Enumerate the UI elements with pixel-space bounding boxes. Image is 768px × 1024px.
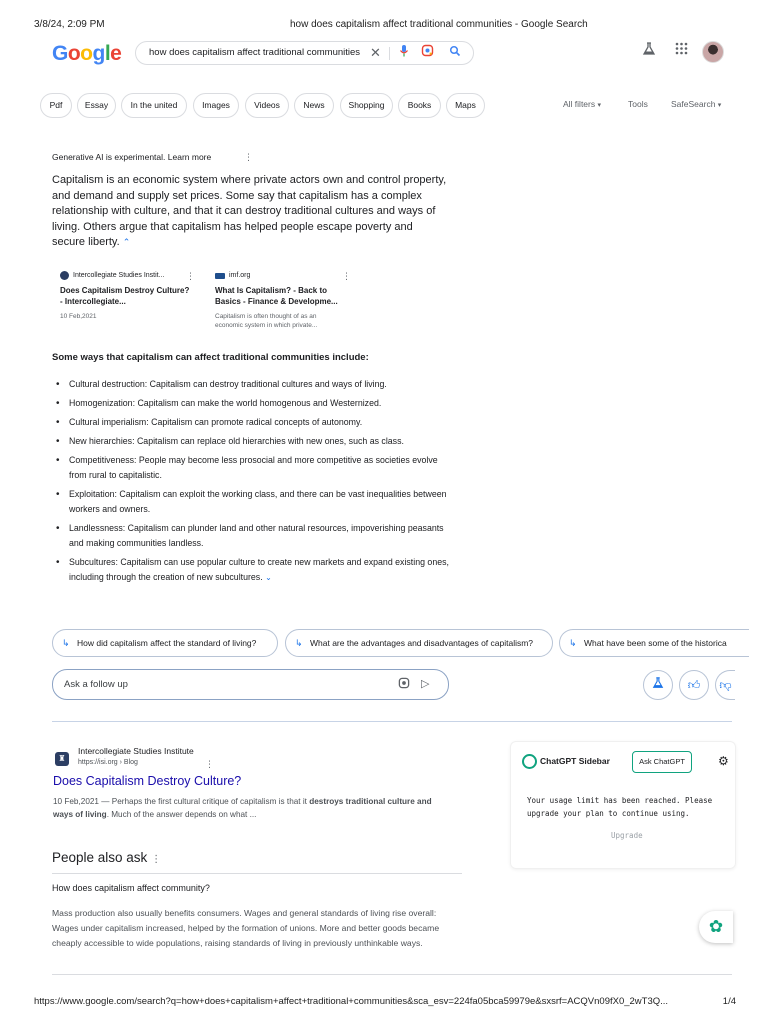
chip-maps[interactable]: Maps bbox=[446, 93, 485, 118]
print-url: https://www.google.com/search?q=how+does+capitalism+affect+traditional+communities&sca_esv=224fa05bca59979e&sxsrf=ACQVn09fX0_2wT3Q... bbox=[34, 996, 669, 1007]
snippet-date: 10 Feb,2021 — bbox=[53, 797, 110, 806]
print-page-number: 1/4 bbox=[722, 996, 736, 1007]
source-title: Does Capitalism Destroy Culture? - Intercollegiate... bbox=[60, 286, 190, 306]
thumbs-up-icon: 👍︎ bbox=[687, 678, 701, 692]
ai-overview-divider bbox=[52, 721, 732, 722]
followup-label: How did capitalism affect the standard of living? bbox=[77, 638, 257, 648]
search-divider bbox=[389, 47, 390, 60]
ask-chatgpt-button[interactable]: Ask ChatGPT bbox=[632, 751, 692, 773]
google-logo[interactable] bbox=[52, 42, 121, 66]
send-icon[interactable]: ▷ bbox=[421, 678, 430, 690]
logo-letter: l bbox=[104, 42, 111, 65]
isi-favicon-icon bbox=[60, 271, 69, 280]
divider bbox=[52, 974, 732, 975]
imf-favicon-icon bbox=[215, 273, 225, 279]
chip-in-the-united[interactable]: In the united bbox=[121, 93, 187, 118]
list-item bbox=[52, 555, 452, 585]
more-options-icon[interactable]: ⋮ bbox=[342, 271, 351, 281]
result-breadcrumb[interactable]: https://isi.org › Blog bbox=[78, 759, 138, 766]
logo-letter: g bbox=[92, 42, 105, 65]
safesearch-label: SafeSearch bbox=[671, 99, 716, 109]
divider bbox=[52, 873, 462, 874]
ways-heading: Some ways that capitalism can affect traditional communities include: bbox=[52, 352, 369, 363]
search-query[interactable]: how does capitalism affect traditional communities bbox=[149, 47, 361, 58]
thumbs-up-button[interactable] bbox=[679, 670, 709, 700]
isi-favicon-icon: ♜ bbox=[55, 752, 69, 766]
ask-followup-input[interactable] bbox=[52, 669, 449, 700]
list-item: • New hierarchies: Capitalism can replace old hierarchies with new ones, such as class. bbox=[52, 434, 452, 449]
snippet-bold: destroys traditional culture and ways of living bbox=[53, 797, 432, 819]
logo-letter: o bbox=[80, 42, 93, 65]
gear-icon[interactable]: ⚙ bbox=[718, 754, 729, 768]
people-also-ask-heading bbox=[52, 850, 161, 865]
search-icon[interactable] bbox=[449, 44, 461, 62]
chip-videos[interactable]: Videos bbox=[245, 93, 289, 118]
ai-notice-bold: Generative AI is experimental. bbox=[52, 152, 166, 162]
arrow-icon: ↳ bbox=[569, 638, 577, 648]
chip-essay[interactable]: Essay bbox=[77, 93, 116, 118]
mic-icon[interactable] bbox=[399, 44, 409, 63]
safesearch-button[interactable] bbox=[671, 99, 721, 109]
chatgpt-float-button[interactable] bbox=[699, 911, 733, 943]
paa-answer: Mass production also usually benefits consumers. Wages and general standards of living rise overall: Wages under capitalism increased, helped by the formation of unions. More and better goods became cheaply accessible to wide populations, raising standards of living in previously unthinkable ways. bbox=[52, 908, 440, 948]
chevron-down-icon: ▾ bbox=[597, 102, 602, 109]
labs-button[interactable] bbox=[643, 670, 673, 700]
ask-followup-placeholder: Ask a follow up bbox=[64, 679, 128, 690]
result-site-name[interactable]: Intercollegiate Studies Institute bbox=[78, 746, 194, 756]
avatar[interactable] bbox=[702, 41, 724, 63]
more-options-icon[interactable]: ⋮ bbox=[151, 854, 162, 865]
more-options-icon[interactable]: ⋮ bbox=[186, 271, 195, 281]
expand-icon[interactable]: ⌄ bbox=[265, 573, 272, 582]
learn-more-link[interactable]: Learn more bbox=[167, 152, 212, 162]
logo-letter: o bbox=[67, 42, 81, 65]
followup-chip-2[interactable] bbox=[285, 629, 553, 657]
logo-letter: e bbox=[110, 42, 122, 65]
chip-news[interactable]: News bbox=[294, 93, 334, 118]
chip-images[interactable]: Images bbox=[193, 93, 239, 118]
openai-logo-icon bbox=[522, 754, 537, 769]
list-item: • Landlessness: Capitalism can plunder land and other natural resources, impoverishing peasants and making communities landless. bbox=[52, 521, 452, 551]
followup-label: What have been some of the historica bbox=[584, 638, 727, 648]
ways-list bbox=[52, 377, 452, 589]
ai-summary bbox=[52, 173, 447, 251]
usage-limit-message: Your usage limit has been reached. Please upgrade your plan to continue using. bbox=[527, 796, 713, 818]
logo-letter: G bbox=[52, 42, 68, 65]
list-item: • Competitiveness: People may become less prosocial and more competitive as societies evolve from rural to capitalistic. bbox=[52, 453, 452, 483]
source-site: Intercollegiate Studies Instit... bbox=[73, 272, 165, 279]
openai-logo-icon: ✿ bbox=[708, 917, 724, 936]
print-title: how does capitalism affect traditional communities - Google Search bbox=[290, 19, 588, 30]
source-title: What Is Capitalism? - Back to Basics - Finance & Developme... bbox=[215, 286, 338, 306]
source-meta: 10 Feb,2021 bbox=[60, 313, 97, 320]
result-title-link[interactable]: Does Capitalism Destroy Culture? bbox=[53, 774, 242, 788]
result-snippet bbox=[53, 795, 433, 821]
followup-chip-3[interactable] bbox=[559, 629, 749, 657]
snippet-text: . Much of the answer depends on what ... bbox=[106, 810, 257, 819]
lens-icon[interactable] bbox=[421, 44, 434, 62]
chatgpt-sidebar-panel bbox=[510, 741, 736, 869]
list-item: • Exploitation: Capitalism can exploit the working class, and there can be vast inequalities between workers and owners. bbox=[52, 487, 452, 517]
list-item: • Cultural destruction: Capitalism can destroy traditional cultures and ways of living. bbox=[52, 377, 452, 392]
paa-title: People also ask bbox=[52, 850, 148, 865]
all-filters-button[interactable] bbox=[563, 99, 601, 109]
all-filters-label: All filters bbox=[563, 99, 596, 109]
ai-notice bbox=[52, 152, 211, 162]
more-options-icon[interactable]: ⋮ bbox=[205, 759, 214, 769]
chip-shopping[interactable]: Shopping bbox=[340, 93, 393, 118]
source-card-2[interactable] bbox=[215, 270, 345, 330]
snippet-text: Perhaps the first cultural critique of capitalism is that it bbox=[109, 797, 310, 806]
list-item-text: Subcultures: Capitalism can use popular culture to create new markets and expand existing ones, including through the creation of new subcultures. bbox=[69, 557, 449, 582]
source-site: imf.org bbox=[229, 272, 251, 279]
print-date: 3/8/24, 2:09 PM bbox=[34, 19, 105, 30]
close-icon[interactable]: ✕ bbox=[370, 45, 381, 60]
source-meta: Capitalism is often thought of as an economic system in which private... bbox=[215, 313, 318, 329]
thumbs-down-button[interactable] bbox=[715, 670, 735, 700]
followup-chip-1[interactable] bbox=[52, 629, 278, 657]
labs-icon bbox=[652, 677, 664, 689]
lens-icon[interactable] bbox=[398, 677, 410, 692]
tools-button[interactable]: Tools bbox=[628, 99, 648, 109]
chip-pdf[interactable]: Pdf bbox=[40, 93, 72, 118]
followup-label: What are the advantages and disadvantages of capitalism? bbox=[310, 638, 534, 648]
collapse-icon[interactable]: ⌃ bbox=[122, 237, 131, 247]
thumbs-down-icon: 👎︎ bbox=[719, 678, 732, 692]
source-card-1[interactable] bbox=[60, 270, 190, 321]
list-item: • Homogenization: Capitalism can make the world homogenous and Westernized. bbox=[52, 396, 452, 411]
labs-icon[interactable] bbox=[642, 42, 656, 59]
arrow-icon: ↳ bbox=[295, 638, 303, 648]
arrow-icon: ↳ bbox=[62, 638, 70, 648]
list-item: • Cultural imperialism: Capitalism can promote radical concepts of autonomy. bbox=[52, 415, 452, 430]
upgrade-link[interactable]: Upgrade bbox=[611, 831, 643, 840]
search-box[interactable] bbox=[135, 41, 474, 65]
more-options-icon[interactable]: ⋮ bbox=[244, 152, 253, 162]
apps-grid-icon[interactable] bbox=[675, 42, 688, 58]
paa-question[interactable]: How does capitalism affect community? bbox=[52, 883, 210, 893]
chevron-down-icon: ▾ bbox=[717, 102, 722, 109]
chatgpt-sidebar-title: ChatGPT Sidebar bbox=[540, 756, 610, 766]
ai-summary-text: Capitalism is an economic system where private actors own and control property, and demand and supply set prices. Some say that capitalism has a complex relationship with culture, and that it can destroy traditional cultures and ways of living. Others argue that capitalism has helped people escape poverty and secure liberty. bbox=[52, 174, 447, 248]
chip-books[interactable]: Books bbox=[398, 93, 441, 118]
